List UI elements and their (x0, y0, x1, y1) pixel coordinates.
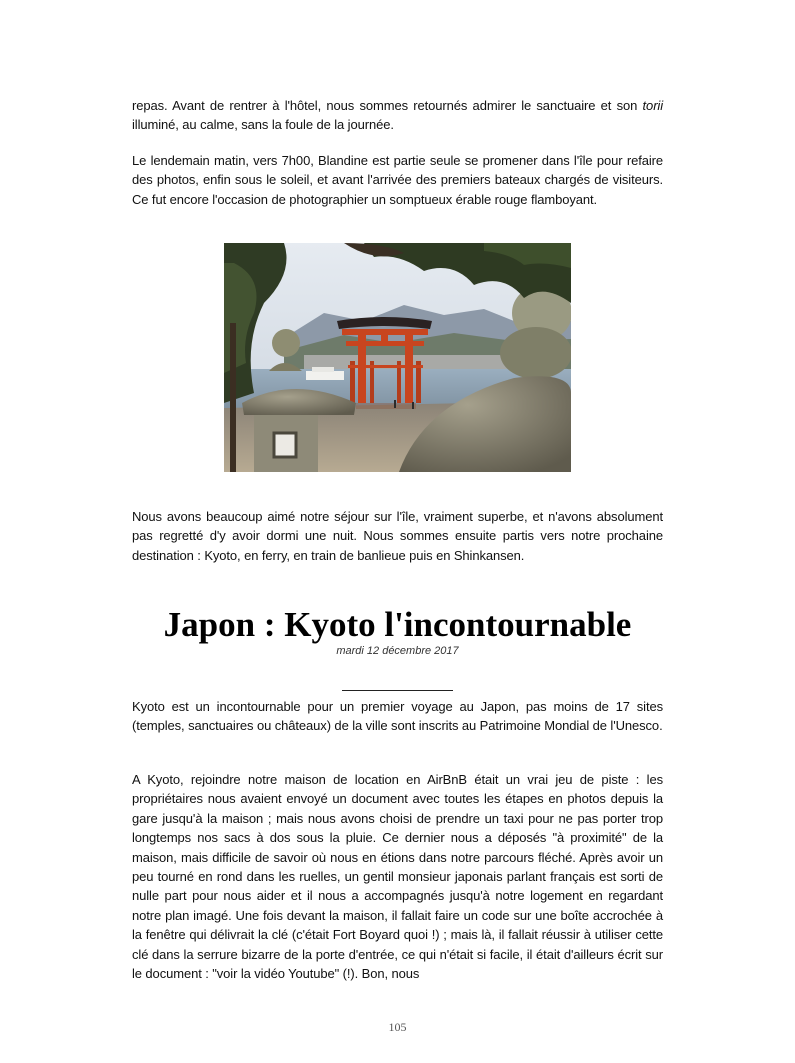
paragraph-evening-visit (132, 96, 663, 135)
section-title: Japon : Kyoto l'incontournable (163, 605, 632, 644)
page-number: 105 (388, 1020, 407, 1034)
paragraph-kyoto-intro (132, 697, 663, 736)
paragraph-text: Le lendemain matin, vers 7h00, Blandine est partie seule se promener dans l'île pour refaire des photos, enfin sous le soleil, et avant l'arrivée des premiers bateaux chargés de visiteurs. Ce fut encore l'occasion de photographier un somptueux érable rouge flamboyant. (132, 153, 663, 207)
paragraph-stay-summary (132, 507, 663, 565)
section-date: mardi 12 décembre 2017 (336, 645, 459, 657)
paragraph-text: A Kyoto, rejoindre notre maison de location en AirBnB était un vrai jeu de piste : les propriétaires nous avaient envoyé un document avec toutes les étapes en photos depuis la gare jusqu'à la maison ; mais nous avons choisi de prendre un taxi pour ne pas porter trop longtemps nos sacs à dos sous la pluie. Ce dernier nous a déposés "à proximité" de la maison, mais difficile de savoir où nous en étions dans notre parcours fléché. Après avoir un peu tourné en rond dans les ruelles, un gentil monsieur japonais parlant français est sorti de nulle part pour nous aider et il nous a accompagnés jusqu'à notre logement en regardant notre plan imagé. Une fois devant la maison, il fallait faire un code sur une boîte accrochée à la fenêtre qui délivrait la clé (c'était Fort Boyard quoi !) ; mais là, il fallait réussir à utiliser cette clé dans la serrure bizarre de la porte d'entrée, ce qui n'était si facile, il était d'ailleurs écrit sur le document : "voir la vidéo Youtube" (!). Bon, nous (132, 772, 663, 982)
paragraph-text: repas. Avant de rentrer à l'hôtel, nous sommes retournés admirer le sanctuaire et son (132, 98, 643, 113)
italic-term-torii: torii (642, 98, 663, 113)
paragraph-text: Kyoto est un incontournable pour un premier voyage au Japon, pas moins de 17 sites (temples, sanctuaires ou châteaux) de la ville sont inscrits au Patrimoine Mondial de l'Unesco. (132, 699, 663, 734)
paragraph-text: illuminé, au calme, sans la foule de la journée. (132, 117, 394, 133)
paragraph-text: Nous avons beaucoup aimé notre séjour sur l'île, vraiment superbe, et n'avons absolument pas regretté d'y avoir dormi une nuit. Nous sommes ensuite partis vers notre prochaine destination : Kyoto, en ferry, en train de banlieue puis en Shinkansen. (132, 509, 663, 563)
section-divider (342, 690, 453, 691)
torii-photo-illustration (224, 243, 571, 472)
photo-miyajima-torii (224, 243, 571, 472)
paragraph-morning-walk (132, 151, 663, 209)
paragraph-kyoto-arrival (132, 770, 663, 983)
